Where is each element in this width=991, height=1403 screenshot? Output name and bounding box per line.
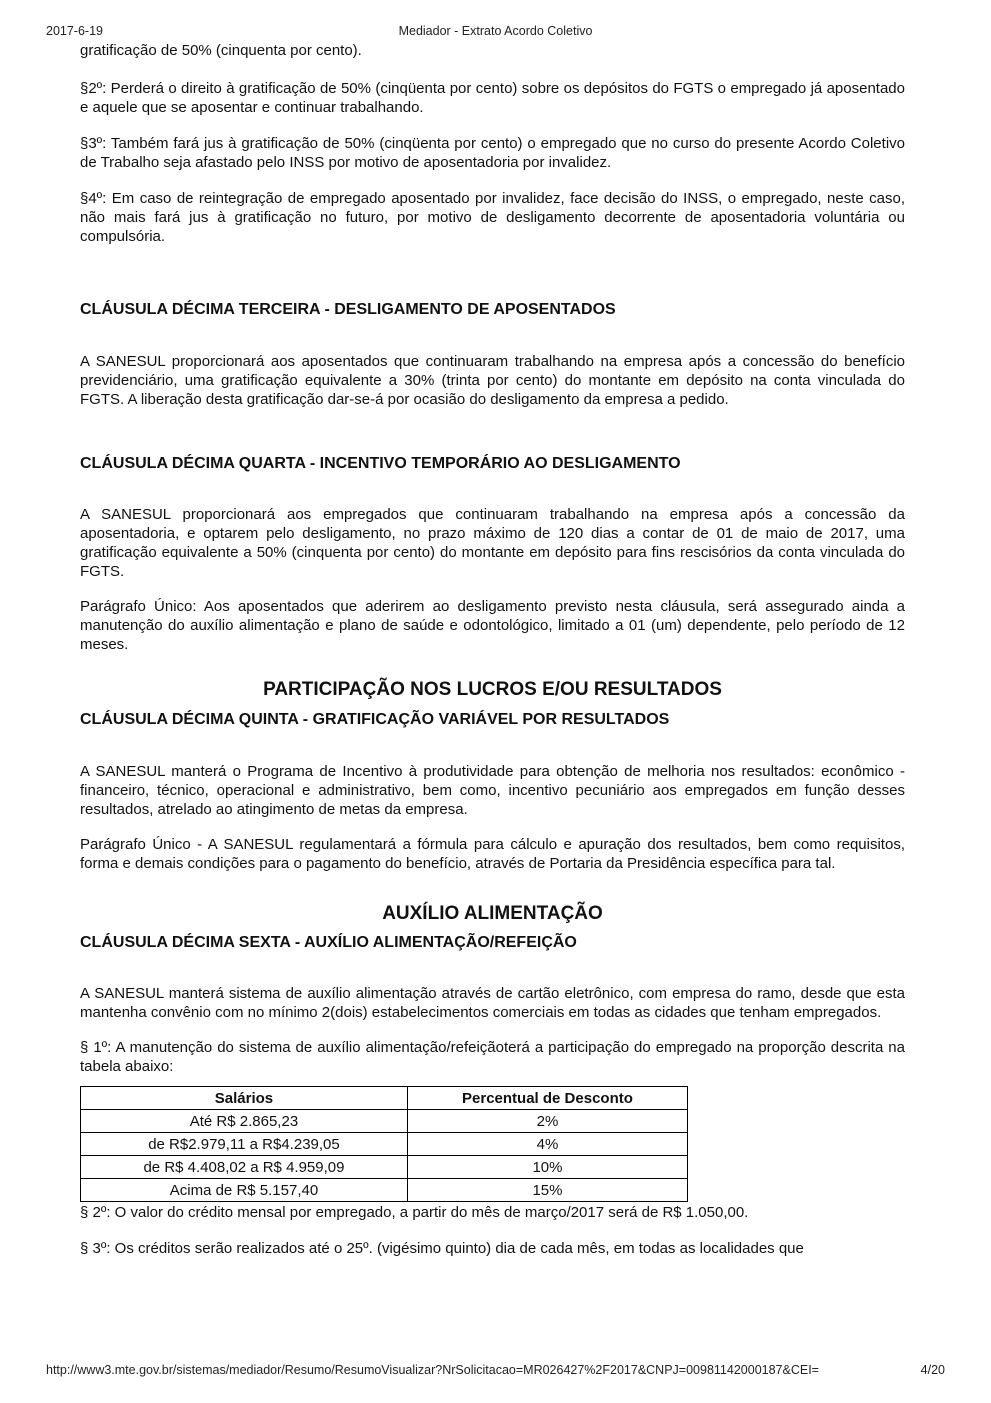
table-row — [81, 1179, 688, 1202]
clause-13-body: A SANESUL proporcionará aos aposentados que continuaram trabalhando na empresa após a concessão do benefício previdenciário, uma gratificação equivalente a 30% (trinta por cento) do montante em depósito na conta vinculada do FGTS. A liberação desta gratificação dar-se-á por ocasião do desligamento da empresa a pedido. — [80, 353, 905, 408]
table-row — [81, 1110, 688, 1133]
paragraph-4: §4º: Em caso de reintegração de empregado aposentado por invalidez, face decisão do INSS, o empregado, neste caso, não mais fará jus à gratificação no futuro, por motivo de desligamento decorrente de aposentadoria voluntária ou compulsória. — [80, 190, 905, 245]
clause-16-title: CLÁUSULA DÉCIMA SEXTA - AUXÍLIO ALIMENTAÇÃO/REFEIÇÃO — [80, 934, 577, 951]
table-row — [81, 1156, 688, 1179]
clause-14-title: CLÁUSULA DÉCIMA QUARTA - INCENTIVO TEMPORÁRIO AO DESLIGAMENTO — [80, 455, 681, 472]
clause-16-paragraph-1: § 1º: A manutenção do sistema de auxílio alimentação/refeiçãoterá a participação do empregado na proporção descrita na tabela abaixo: — [80, 1039, 905, 1075]
clause-13-title: CLÁUSULA DÉCIMA TERCEIRA - DESLIGAMENTO DE APOSENTADOS — [80, 301, 616, 318]
top-fragment: gratificação de 50% (cinquenta por cento). — [80, 42, 362, 58]
table-cell: de R$ 4.408,02 a R$ 4.959,09 — [81, 1156, 408, 1179]
table-cell: 15% — [407, 1179, 687, 1202]
table-cell: Acima de R$ 5.157,40 — [81, 1179, 408, 1202]
table-cell: 4% — [407, 1133, 687, 1156]
footer-url: http://www3.mte.gov.br/sistemas/mediador/Resumo/ResumoVisualizar?NrSolicitacao=MR026427%2F2017&CNPJ=00981142000187&CEI= — [46, 1363, 819, 1377]
discount-table — [80, 1086, 688, 1202]
section-food-title: AUXÍLIO ALIMENTAÇÃO — [382, 903, 603, 924]
table-cell: 2% — [407, 1110, 687, 1133]
table-header-discount: Percentual de Desconto — [407, 1087, 687, 1110]
clause-15-body: A SANESUL manterá o Programa de Incentivo à produtividade para obtenção de melhoria nos resultados: econômico - financeiro, técnico, operacional e administrativo, bem como, incentivo pecuniário aos empregados em função desses resultados, atrelado ao atingimento de metas da empresa. — [80, 763, 905, 818]
header-title: Mediador - Extrato Acordo Coletivo — [398, 24, 593, 38]
header-date: 2017-6-19 — [46, 24, 103, 38]
clause-14-body: A SANESUL proporcionará aos empregados que continuaram trabalhando na empresa após a concessão da aposentadoria, e optarem pelo desligamento, no prazo máximo de 120 dias a contar de 01 de maio de 2017, uma gratificação equivalente a 50% (cinquenta por cento) do montante em depósito para fins rescisórios da conta vinculada do FGTS. — [80, 506, 905, 580]
footer-page-number: 4/20 — [920, 1363, 945, 1377]
paragraph-3: §3º: Também fará jus à gratificação de 50% (cinqüenta por cento) o empregado que no curso do presente Acordo Coletivo de Trabalho seja afastado pelo INSS por motivo de aposentadoria por invalidez. — [80, 135, 905, 171]
clause-16-paragraph-2: § 2º: O valor do crédito mensal por empregado, a partir do mês de março/2017 será de R$ 1.050,00. — [80, 1204, 749, 1221]
table-row — [81, 1133, 688, 1156]
clause-14-single-paragraph: Parágrafo Único: Aos aposentados que aderirem ao desligamento previsto nesta cláusula, será assegurado ainda a manutenção do auxílio alimentação e plano de saúde e odontológico, limitado a 01 (um) dependente, pelo período de 12 meses. — [80, 598, 905, 653]
table-header-row — [81, 1087, 688, 1110]
paragraph-2: §2º: Perderá o direito à gratificação de 50% (cinqüenta por cento) sobre os depósitos do FGTS o empregado já aposentado e aquele que se aposentar e continuar trabalhando. — [80, 80, 905, 116]
table-cell: Até R$ 2.865,23 — [81, 1110, 408, 1133]
document-body — [80, 79, 905, 1258]
clause-16-body: A SANESUL manterá sistema de auxílio alimentação através de cartão eletrônico, com empresa do ramo, desde que esta mantenha convênio com no mínimo 2(dois) estabelecimentos comerciais em todas as cidades que tenham empregados. — [80, 985, 905, 1021]
clause-15-title: CLÁUSULA DÉCIMA QUINTA - GRATIFICAÇÃO VARIÁVEL POR RESULTADOS — [80, 711, 670, 728]
clause-16-paragraph-3: § 3º: Os créditos serão realizados até o 25º. (vigésimo quinto) dia de cada mês, em todas as localidades que — [80, 1240, 804, 1257]
section-plr-title: PARTICIPAÇÃO NOS LUCROS E/OU RESULTADOS — [263, 679, 722, 700]
clause-15-single-paragraph: Parágrafo Único - A SANESUL regulamentará a fórmula para cálculo e apuração dos resultados, bem como requisitos, forma e demais condições para o pagamento do benefício, através de Portaria da Presidência específica para tal. — [80, 836, 905, 872]
table-header-salaries: Salários — [81, 1087, 408, 1110]
table-cell: de R$2.979,11 a R$4.239,05 — [81, 1133, 408, 1156]
table-cell: 10% — [407, 1156, 687, 1179]
